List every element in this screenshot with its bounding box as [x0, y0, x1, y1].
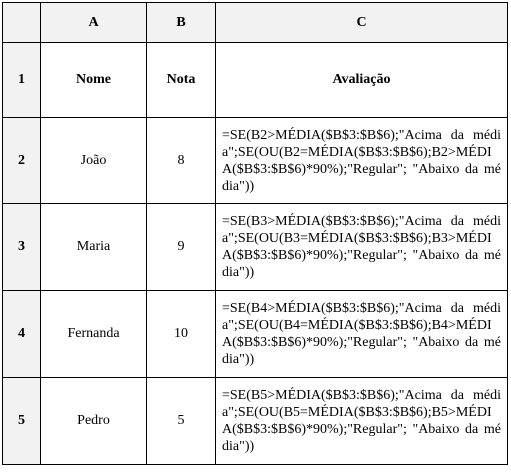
row-header[interactable]: 1	[3, 43, 41, 118]
cell-name-header[interactable]: Nome	[41, 43, 147, 118]
cell-formula[interactable]: =SE(B2>MÉDIA($B$3:$B$6);"Acima da média";SE(OU(B2=MÉDIA($B$3:$B$6);B2>MÉDIA($B$3:$B$6)*90%);"Regular"; "Abaixo da média"))	[216, 118, 508, 204]
spreadsheet-table	[2, 2, 508, 465]
table-row	[3, 43, 508, 118]
column-header-a[interactable]: A	[41, 3, 147, 43]
cell-formula[interactable]: =SE(B4>MÉDIA($B$3:$B$6);"Acima da média";SE(OU(B4=MÉDIA($B$3:$B$6);B4>MÉDIA($B$3:$B$6)*90%);"Regular"; "Abaixo da média"))	[216, 291, 508, 378]
table-row	[3, 378, 508, 465]
column-header-c[interactable]: C	[216, 3, 508, 43]
cell-name[interactable]: João	[41, 118, 147, 204]
cell-evaluation-header[interactable]: Avaliação	[216, 43, 508, 118]
cell-grade[interactable]: 9	[147, 204, 216, 291]
row-header[interactable]: 2	[3, 118, 41, 204]
cell-name[interactable]: Pedro	[41, 378, 147, 465]
row-header[interactable]: 5	[3, 378, 41, 465]
cell-name[interactable]: Fernanda	[41, 291, 147, 378]
table-row	[3, 118, 508, 204]
corner-cell[interactable]	[3, 3, 41, 43]
cell-grade-header[interactable]: Nota	[147, 43, 216, 118]
table-row	[3, 291, 508, 378]
cell-grade[interactable]: 10	[147, 291, 216, 378]
table-row	[3, 204, 508, 291]
column-header-row	[3, 3, 508, 43]
cell-grade[interactable]: 5	[147, 378, 216, 465]
cell-formula[interactable]: =SE(B5>MÉDIA($B$3:$B$6);"Acima da média";SE(OU(B5=MÉDIA($B$3:$B$6);B5>MÉDIA($B$3:$B$6)*90%);"Regular"; "Abaixo da média"))	[216, 378, 508, 465]
cell-name[interactable]: Maria	[41, 204, 147, 291]
row-header[interactable]: 4	[3, 291, 41, 378]
cell-formula[interactable]: =SE(B3>MÉDIA($B$3:$B$6);"Acima da média";SE(OU(B3=MÉDIA($B$3:$B$6);B3>MÉDIA($B$3:$B$6)*90%);"Regular"; "Abaixo da média"))	[216, 204, 508, 291]
row-header[interactable]: 3	[3, 204, 41, 291]
cell-grade[interactable]: 8	[147, 118, 216, 204]
column-header-b[interactable]: B	[147, 3, 216, 43]
